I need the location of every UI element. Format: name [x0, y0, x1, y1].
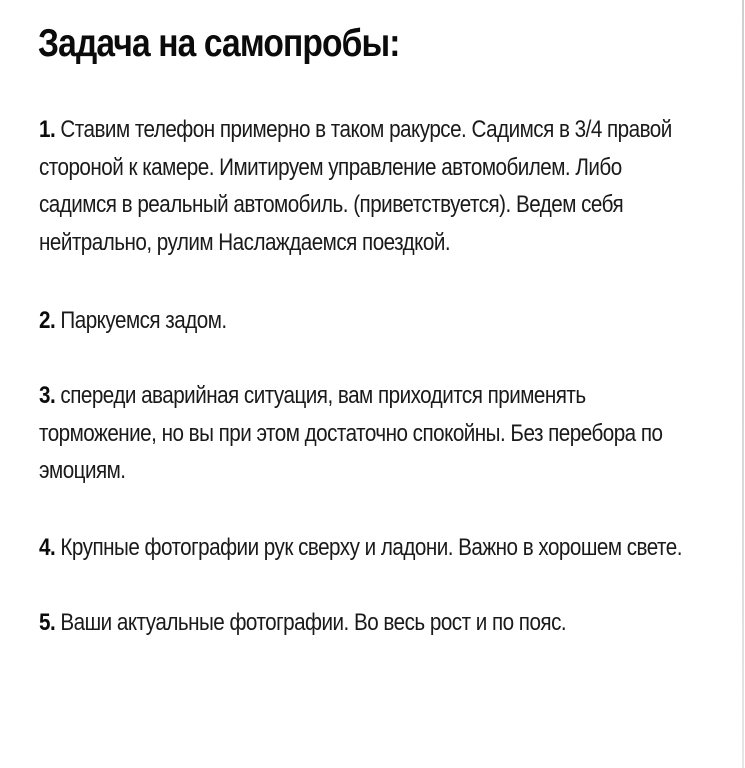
task-text: Ваши актуальные фотографии. Во весь рост и по пояс.	[60, 609, 567, 636]
task-number: 2.	[39, 307, 56, 334]
task-text: Крупные фотографии рук сверху и ладони. Важно в хорошем свете.	[60, 534, 682, 561]
task-number: 4.	[39, 534, 56, 561]
task-text: спереди аварийная ситуация, вам приходится применять торможение, но вы при этом достаточно спокойны. Без перебора по эмоциям.	[39, 382, 663, 484]
task-text: Ставим телефон примерно в таком ракурсе. Садимся в 3/4 правой стороной к камере. Имитируем управление автомобилем. Либо садимся в реальный автомобиль. (приветствуется). Ведем себя нейтрально, рулим Наслаждаемся поездкой.	[39, 116, 672, 256]
task-number: 1.	[39, 116, 56, 143]
page-title: Задача на самопробы:	[38, 22, 400, 65]
page-edge-divider	[742, 0, 744, 768]
task-item-4	[39, 529, 701, 567]
task-number: 5.	[39, 609, 56, 636]
task-item-2	[39, 302, 701, 340]
task-item-5	[39, 604, 701, 642]
task-number: 3.	[39, 382, 56, 409]
task-item-1	[39, 111, 701, 261]
task-item-3	[39, 377, 701, 490]
task-text: Паркуемся задом.	[60, 307, 227, 334]
